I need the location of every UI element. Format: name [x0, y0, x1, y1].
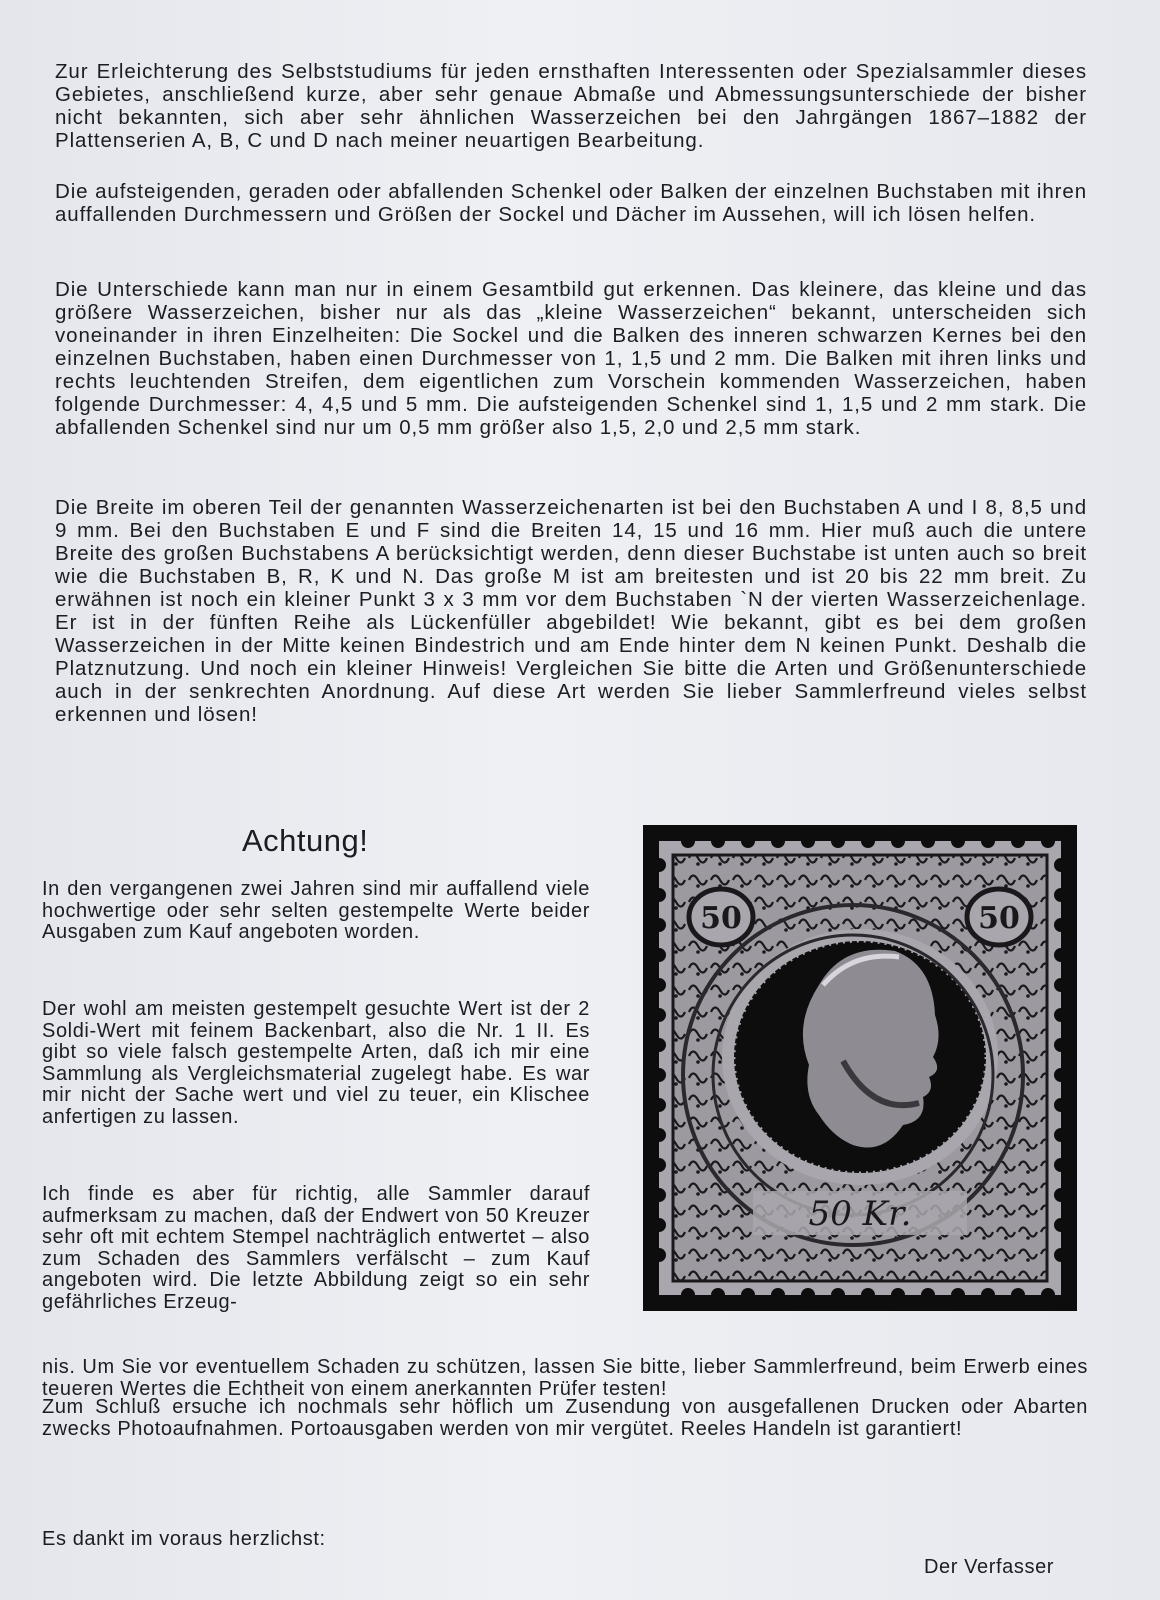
stamp-bottom-label: 50 Kr.: [808, 1194, 912, 1234]
closing-line: Es dankt im voraus herzlichst:: [42, 1528, 326, 1550]
stamp-illustration: [643, 825, 1077, 1311]
author-signature: Der Verfasser: [924, 1556, 1055, 1578]
closing-request-paragraph: Zum Schluß ersuche ich nochmals sehr höflich um Zusendung von ausgefallenen Drucken oder Abarten zwecks Photoaufnahmen. Portoausgaben werden von mir vergütet. Reeles Handeln ist garantiert!: [42, 1396, 1088, 1440]
value-left: 50: [700, 901, 742, 936]
portrait-head: [803, 950, 939, 1148]
stamp-image: [643, 825, 1077, 1311]
intro-paragraph: Zur Erleichterung des Selbststudiums für jeden ernsthaften Interessenten oder Spezialsammler dieses Gebietes, anschließend kurze, aber sehr genaue Abmaße und Abmessungsunterschiede der bisher nicht bekannten, sich aber sehr ähnlichen Wasserzeichen bei den Jahrgängen 1867–1882 der Plattenserien A, B, C und D nach meiner neuartigen Bearbeitung.: [55, 60, 1087, 152]
notice-paragraph-1: In den vergangenen zwei Jahren sind mir auffallend viele hochwertige oder sehr selten gestempelte Werte beider Ausgaben zum Kauf angeboten worden.: [42, 878, 590, 943]
notice-paragraph-2: Der wohl am meisten gestempelt gesuchte Wert ist der 2 Soldi-Wert mit feinem Backenbart, also die Nr. 1 II. Es gibt so viele falsch gestempelte Arten, daß ich mir eine Sammlung als Vergleichsmaterial zugelegt habe. Es war mir nicht der Sache wert und viel zu teuer, ein Klischee anfertigen zu lassen.: [42, 998, 590, 1128]
notice-heading: Achtung!: [242, 823, 369, 858]
notice-paragraph-4: nis. Um Sie vor eventuellem Schaden zu schützen, lassen Sie bitte, lieber Sammlerfreund, beim Erwerb eines teueren Wertes die Echtheit von einem anerkannten Prüfer testen!: [42, 1356, 1088, 1400]
letters-paragraph: Die aufsteigenden, geraden oder abfallenden Schenkel oder Balken der einzelnen Buchstaben mit ihren auffallenden Durchmessern und Größen der Sockel und Dächer im Aussehen, will ich lösen helfen.: [55, 180, 1087, 226]
notice-paragraph-3: Ich finde es aber für richtig, alle Sammler darauf aufmerksam zu machen, daß der Endwert von 50 Kreuzer sehr oft mit echtem Stempel nachträglich entwertet – also zum Schaden des Sammlers verfälscht – zum Kauf angeboten wird. Die letzte Abbildung zeigt so ein sehr gefährliches Erzeug-: [42, 1183, 590, 1313]
value-right: 50: [978, 901, 1020, 936]
differences-paragraph: Die Unterschiede kann man nur in einem Gesamtbild gut erkennen. Das kleinere, das kleine und das größere Wasserzeichen, bisher nur als das „kleine Wasserzeichen“ bekannt, unterscheiden sich voneinander in ihren Einzelheiten: Die Sockel und die Balken des inneren schwarzen Kernes bei den einzelnen Buchstaben, haben einen Durchmesser von 1, 1,5 und 2 mm. Die Balken mit ihren links und rechts leuchtenden Streifen, dem eigentlichen zum Vorschein kommenden Wasserzeichen, haben folgende Durchmesser: 4, 4,5 und 5 mm. Die aufsteigenden Schenkel sind 1, 1,5 und 2 mm stark. Die abfallenden Schenkel sind nur um 0,5 mm größer also 1,5, 2,0 und 2,5 mm stark.: [55, 278, 1087, 439]
width-paragraph: Die Breite im oberen Teil der genannten Wasserzeichenarten ist bei den Buchstaben A und I 8, 8,5 und 9 mm. Bei den Buchstaben E und F sind die Breiten 14, 15 und 16 mm. Hier muß auch die untere Breite des großen Buchstabens A berücksichtigt werden, denn dieser Buchstabe ist unten auch so breit wie die Buchstaben B, R, K und N. Das große M ist am breitesten und ist 20 bis 22 mm breit. Zu erwähnen ist noch ein kleiner Punkt 3 x 3 mm vor dem Buchstaben `N der vierten Wasserzeichenlage. Er ist in der fünften Reihe als Lückenfüller abgebildet! Wie bekannt, gibt es bei dem großen Wasserzeichen in der Mitte keinen Bindestrich und am Ende hinter dem N keinen Punkt. Deshalb die Platznutzung. Und noch ein kleiner Hinweis! Vergleichen Sie bitte die Arten und Größenunterschiede auch in der senkrechten Anordnung. Auf diese Art werden Sie lieber Sammlerfreund vieles selbst erkennen und lösen!: [55, 496, 1087, 726]
